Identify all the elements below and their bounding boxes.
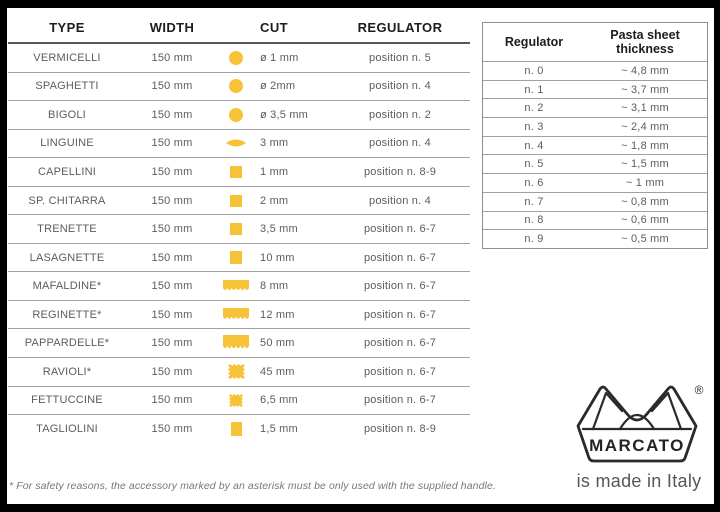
pasta-type: VERMICELLI [33,51,101,64]
table-row [8,158,470,187]
pasta-width: 150 mm [151,137,193,150]
regulator-position: position n. 6-7 [363,223,437,236]
sheet-thickness: ~ 1,5 mm [621,158,669,171]
pasta-type: LINGUINE [40,137,94,150]
sheet-thickness: ~ 0,6 mm [621,214,669,227]
sheet-thickness: ~ 3,1 mm [621,102,669,115]
regulator-position: position n. 6-7 [363,308,437,321]
pasta-width: 150 mm [151,394,193,407]
pasta-type: LASAGNETTE [29,251,105,264]
cut-size: 2 mm [260,194,289,207]
brand-tagline: is made in Italy [576,471,702,491]
sheet-thickness: ~ 1,8 mm [621,139,669,152]
table-row [8,101,470,130]
table-row [483,229,707,248]
cut-size: 1 mm [260,165,289,178]
sheet-thickness: ~ 4,8 mm [621,64,669,77]
table-row [8,358,470,387]
pasta-width: 150 mm [151,308,193,321]
cut-size: ø 1 mm [260,51,299,64]
regulator-position: position n. 4 [369,80,431,93]
pasta-width: 150 mm [151,423,193,436]
pasta-width: 150 mm [151,165,193,178]
regulator-position: position n. 5 [369,51,431,64]
regulator-position: position n. 8-9 [363,165,437,178]
pasta-width: 150 mm [151,280,193,293]
marcato-logo-icon [572,381,706,465]
regulator-position: position n. 8-9 [363,423,437,436]
regulator-number: n. 6 [524,176,544,189]
column-header-thickness: Pasta sheet thickness [610,27,680,56]
table-row [8,44,470,73]
regulator-number: n. 4 [524,139,544,152]
pasta-type: MAFALDINE* [32,280,102,293]
cut-size: 3,5 mm [260,223,298,236]
cut-shape-stamp-icon [228,364,245,379]
pasta-type: PAPPARDELLE* [24,337,110,350]
table-row [8,301,470,330]
regulator-number: n. 9 [524,233,544,246]
regulator-position: position n. 6-7 [363,365,437,378]
cut-size: ø 2mm [260,80,296,93]
regulator-position: position n. 6-7 [363,251,437,264]
pasta-type: BIGOLI [48,108,86,121]
cut-size: 1,5 mm [260,423,298,436]
sheet-thickness: ~ 3,7 mm [621,83,669,96]
cut-shape-square-icon [230,195,242,207]
pasta-type: SPAGHETTI [35,80,99,93]
pasta-width: 150 mm [151,365,193,378]
cut-size: 10 mm [260,251,295,264]
pasta-width: 150 mm [151,223,193,236]
cut-size: ø 3,5 mm [260,108,309,121]
regulator-number: n. 0 [524,64,544,77]
cut-shape-circle-icon [229,108,243,122]
regulator-position: position n. 6-7 [363,280,437,293]
table-row [8,244,470,273]
table-row [483,117,707,136]
regulator-position: position n. 6-7 [363,394,437,407]
cut-shape-lens-icon [225,138,247,148]
cut-shape-square-icon [230,166,242,178]
table-row [483,61,707,80]
cut-size: 50 mm [260,337,295,350]
pasta-width: 150 mm [151,51,193,64]
table-row [483,136,707,155]
regulator-number: n. 8 [524,214,544,227]
sheet-thickness: ~ 2,4 mm [621,120,669,133]
pasta-width: 150 mm [151,80,193,93]
table-row [483,173,707,192]
cut-shape-rect-icon [231,422,242,436]
cut-size: 8 mm [260,280,289,293]
pasta-width: 150 mm [151,194,193,207]
column-header-cut: CUT [260,20,288,35]
cut-shape-circle-icon [229,51,243,65]
table-row [8,215,470,244]
table-row [483,80,707,99]
pasta-cut-table [8,12,470,444]
svg-text:®: ® [694,383,704,397]
pasta-type: FETTUCCINE [31,394,103,407]
pasta-type: SP. CHITARRA [28,194,106,207]
cut-shape-wavy-ribbon-icon [223,280,249,292]
svg-text:MARCATO: MARCATO [589,436,685,455]
cut-shape-circle-icon [229,79,243,93]
regulator-position: position n. 2 [369,108,431,121]
regulator-number: n. 1 [524,83,544,96]
table-row [483,154,707,173]
column-header-width: WIDTH [149,20,195,35]
sheet-thickness: ~ 0,5 mm [621,233,669,246]
cut-shape-square-icon [230,223,242,235]
table-row [8,187,470,216]
cut-shape-wavy-ribbon-icon [223,335,249,351]
sheet-thickness: ~ 0,8 mm [621,195,669,208]
regulator-position: position n. 4 [369,137,431,150]
pasta-type: TAGLIOLINI [36,423,98,436]
pasta-table-header-row [8,12,470,44]
pasta-type: CAPELLINI [37,165,97,178]
regulator-thickness-table [482,22,708,249]
table-row [483,192,707,211]
pasta-width: 150 mm [151,337,193,350]
pasta-width: 150 mm [151,251,193,264]
table-row [8,73,470,102]
cut-size: 3 mm [260,137,289,150]
regulator-number: n. 5 [524,158,544,171]
cut-shape-stamp-icon [229,394,243,407]
sheet-thickness: ~ 1 mm [625,176,665,189]
cut-shape-square-icon [230,251,242,264]
column-header-type: TYPE [49,20,85,35]
regulator-table-header-row [483,23,707,61]
pasta-type: TRENETTE [37,223,97,236]
brand-block [559,381,719,492]
column-header-regulator: Regulator [504,34,564,49]
table-row [8,329,470,358]
column-header-regulator: REGULATOR [357,20,443,35]
table-row [483,98,707,117]
regulator-position: position n. 4 [369,194,431,207]
table-row [8,130,470,159]
safety-footnote: * For safety reasons, the accessory marked by an asterisk must be only used with the supplied handle. [9,480,496,492]
regulator-number: n. 7 [524,195,544,208]
regulator-position: position n. 6-7 [363,337,437,350]
table-row [483,211,707,230]
pasta-type: RAVIOLI* [42,365,92,378]
pasta-width: 150 mm [151,108,193,121]
table-row [8,272,470,301]
regulator-number: n. 3 [524,120,544,133]
regulator-number: n. 2 [524,102,544,115]
spec-sheet [7,8,714,504]
table-row [8,387,470,416]
cut-shape-wavy-ribbon-icon [223,308,249,321]
pasta-type: REGINETTE* [32,308,102,321]
table-row [8,415,470,444]
cut-size: 45 mm [260,365,295,378]
cut-size: 6,5 mm [260,394,298,407]
cut-size: 12 mm [260,308,295,321]
